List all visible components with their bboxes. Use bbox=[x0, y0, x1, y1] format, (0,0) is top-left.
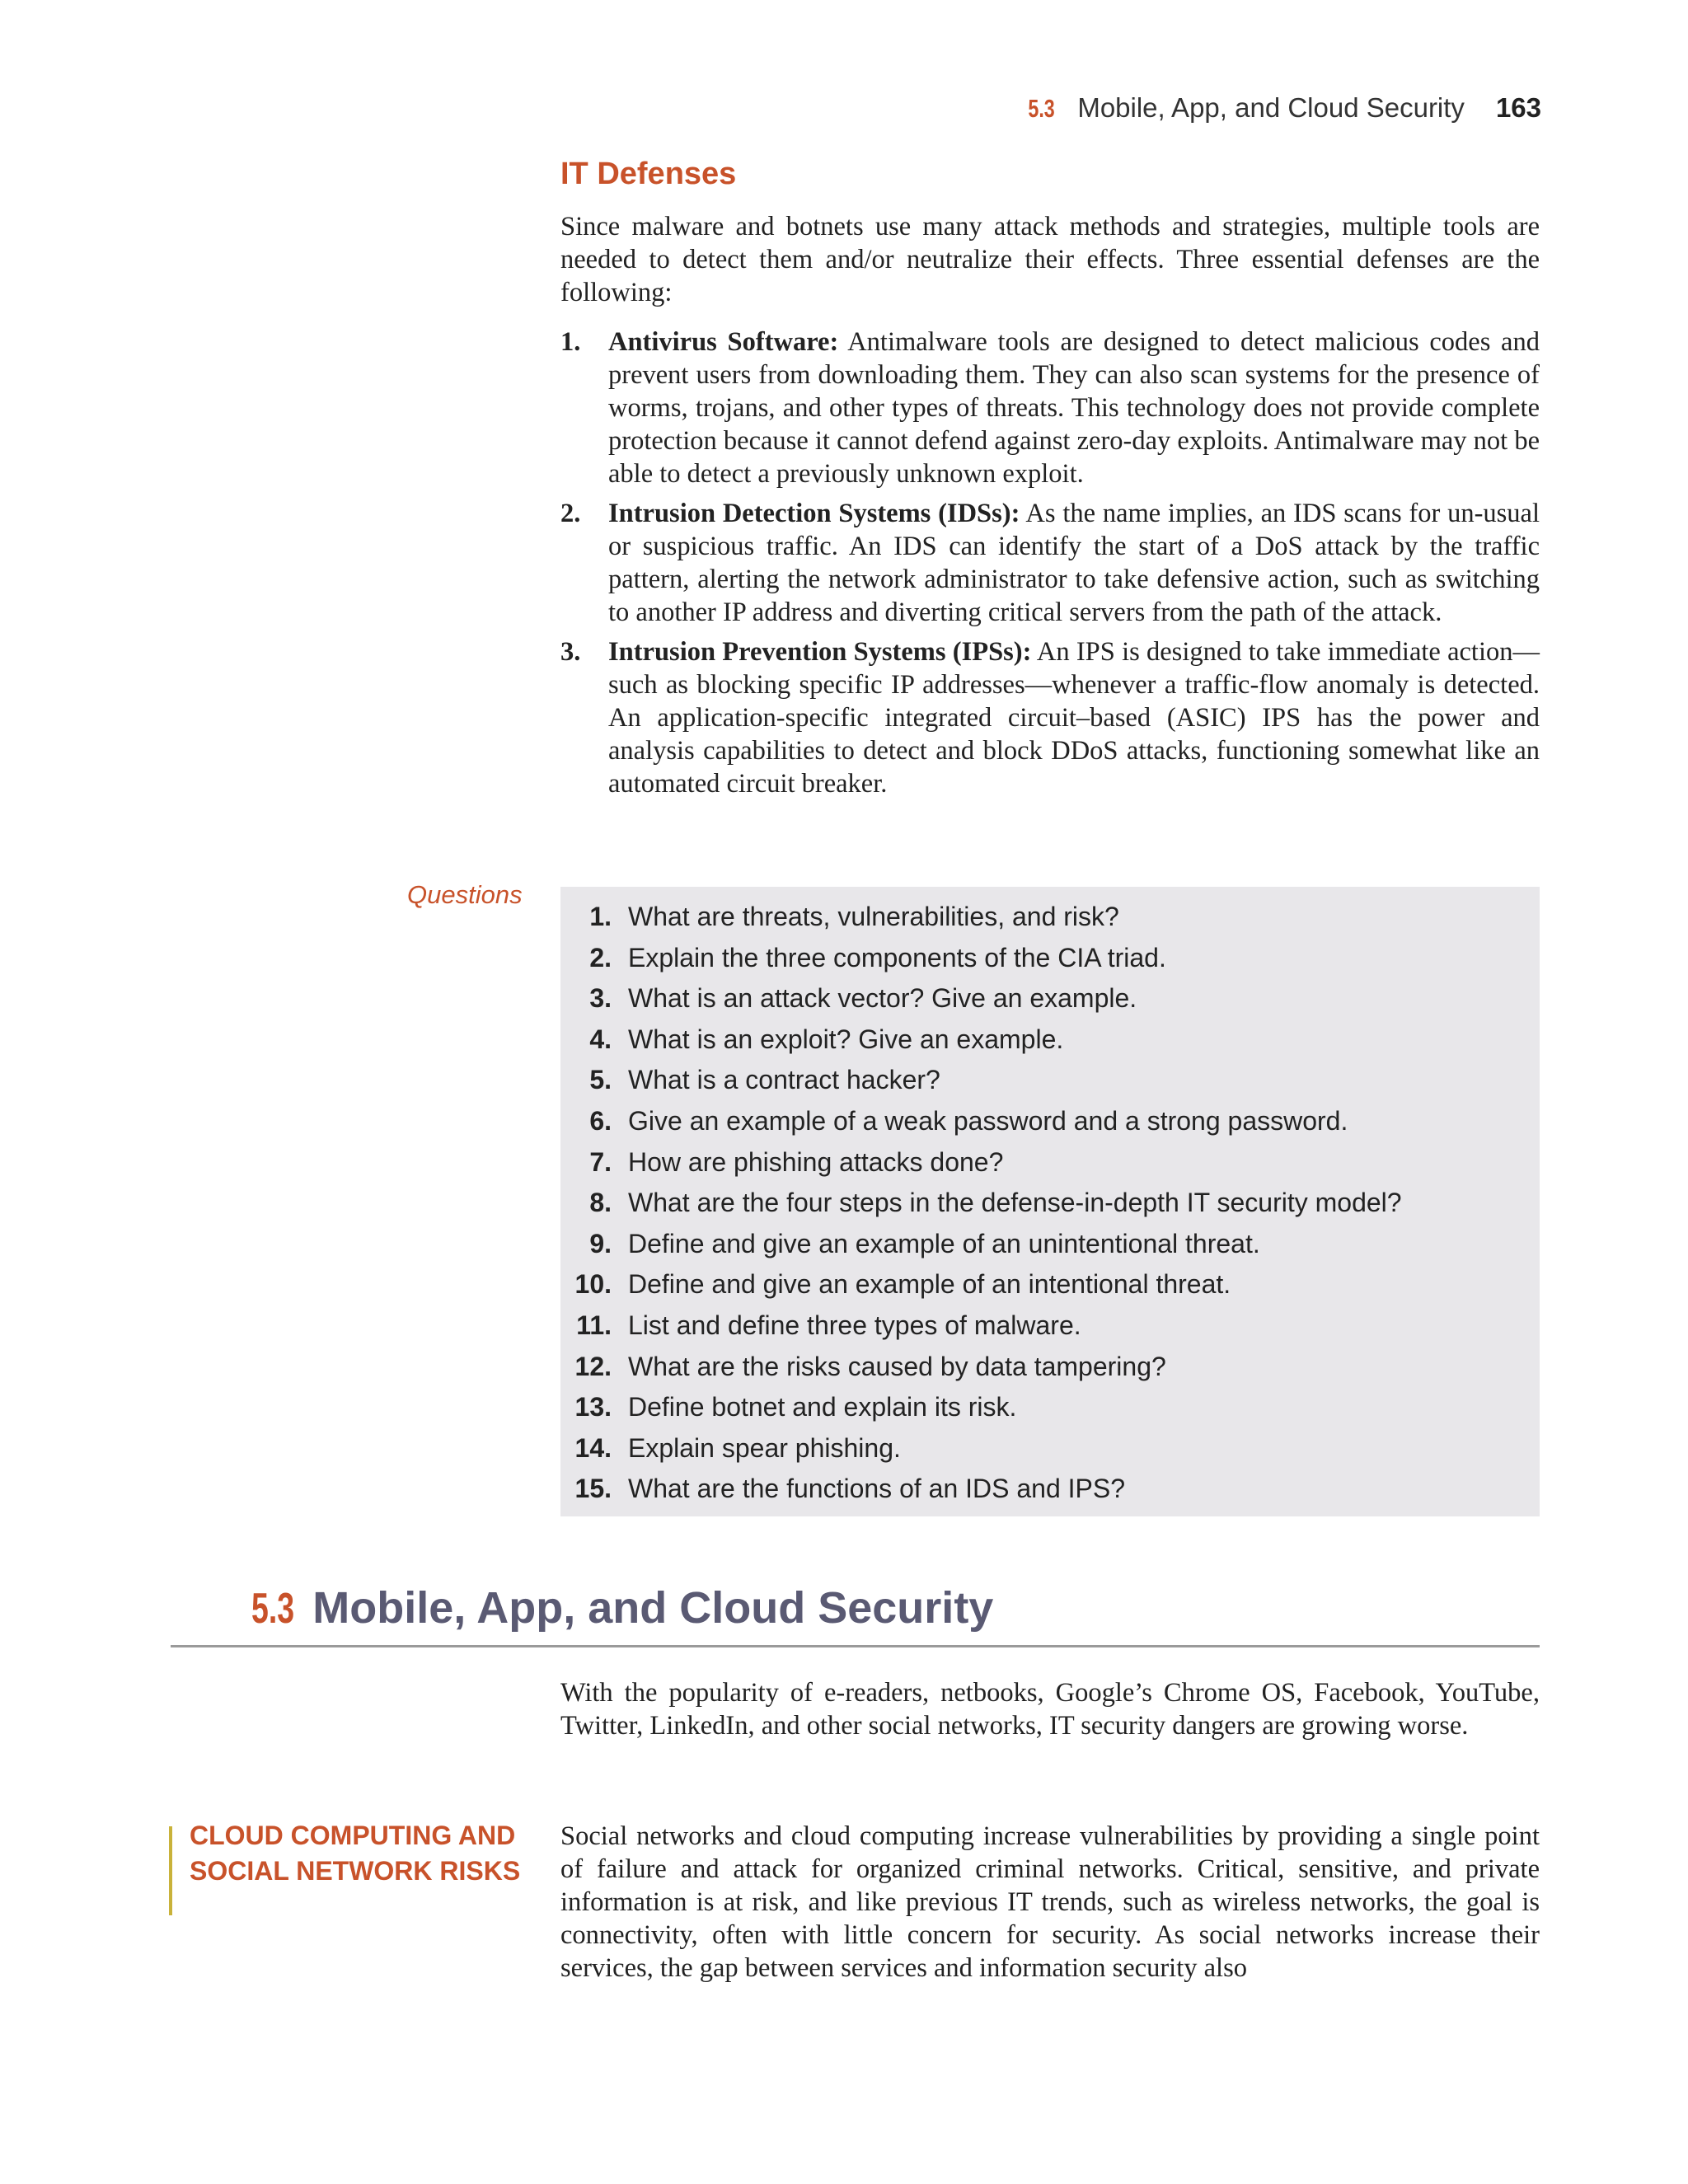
it-defenses-heading: IT Defenses bbox=[560, 157, 737, 191]
question-text: Give an example of a weak password and a strong password. bbox=[628, 1105, 1348, 1136]
defenses-list bbox=[560, 326, 1540, 807]
running-header-section-number: 5.3 bbox=[1028, 94, 1055, 123]
question-number: 12. bbox=[574, 1351, 612, 1381]
defense-item bbox=[560, 497, 1540, 629]
question-text: What is an attack vector? Give an example. bbox=[628, 983, 1137, 1014]
section-title: Mobile, App, and Cloud Security bbox=[312, 1583, 994, 1633]
defense-item-text: Antimalware tools are designed to detect malicious codes and prevent users from downloading them. They can also scan systems for the presence of worms, trojans, and other types of threats. This technology does not provide complete protection because it cannot defend against zero-day exploits. Antimalware may not be able to detect a previously unknown exploit. bbox=[608, 327, 1540, 489]
defense-item bbox=[560, 326, 1540, 490]
section-heading bbox=[251, 1582, 993, 1633]
section-rule bbox=[171, 1645, 1540, 1647]
section-paragraph-2: Social networks and cloud computing increase vulnerabilities by providing a single point of failure and attack for organized criminal networks. Critical, sensitive, and private information is at risk, and like previous IT trends, such as wireless networks, the goal is connectivity, often with little concern for security. As social networks increase their services, the gap between services and information security also bbox=[560, 1821, 1540, 1983]
section-paragraph-1: With the popularity of e-readers, netbooks, Google’s Chrome OS, Facebook, YouTube, Twitter, LinkedIn, and other social networks, IT security dangers are growing worse. bbox=[560, 1678, 1540, 1741]
question-number: 5. bbox=[589, 1065, 612, 1095]
question-text: How are phishing attacks done? bbox=[628, 1146, 1004, 1177]
question-item bbox=[560, 1019, 1540, 1061]
question-item bbox=[560, 1264, 1540, 1305]
question-item bbox=[560, 1060, 1540, 1101]
question-number: 1. bbox=[589, 902, 612, 931]
question-text: Define botnet and explain its risk. bbox=[628, 1392, 1017, 1422]
running-header-section-title: Mobile, App, and Cloud Security bbox=[1077, 92, 1465, 123]
question-number: 15. bbox=[574, 1474, 612, 1504]
question-text: List and define three types of malware. bbox=[628, 1310, 1081, 1340]
sidebar-accent-bar bbox=[169, 1826, 172, 1915]
question-item bbox=[560, 1101, 1540, 1142]
question-item bbox=[560, 897, 1540, 938]
defense-item bbox=[560, 635, 1540, 800]
question-text: What are the functions of an IDS and IPS? bbox=[628, 1474, 1126, 1504]
question-item bbox=[560, 978, 1540, 1019]
question-text: What is a contract hacker? bbox=[628, 1065, 940, 1095]
question-text: Explain the three components of the CIA triad. bbox=[628, 942, 1166, 972]
question-number: 11. bbox=[576, 1310, 612, 1340]
question-item bbox=[560, 1347, 1540, 1388]
sidebar-heading: CLOUD COMPUTING AND SOCIAL NETWORK RISKS bbox=[190, 1821, 521, 1886]
section-number: 5.3 bbox=[251, 1585, 295, 1633]
question-number: 10. bbox=[574, 1269, 612, 1300]
question-text: What are the four steps in the defense-in-depth IT security model? bbox=[628, 1188, 1402, 1218]
defense-item-term: Intrusion Detection Systems (IDSs): bbox=[608, 499, 1020, 528]
defense-item-text: An IPS is designed to take immediate action—such as blocking specific IP addresses—whenever a traffic-flow anomaly is detected. An application-specific integrated circuit–based (ASIC) IPS has the power and analysis capabilities to detect and block DDoS attacks, functioning somewhat like an automated circuit breaker. bbox=[608, 637, 1540, 799]
question-text: What are the risks caused by data tampering? bbox=[628, 1351, 1166, 1381]
question-number: 6. bbox=[589, 1105, 612, 1136]
question-item bbox=[560, 1387, 1540, 1428]
defense-item-text: As the name implies, an IDS scans for un-usual or suspicious traffic. An IDS can identify the start of a DoS attack by the traffic pattern, alerting the network administrator to take defensive action, such as switching to another IP address and diverting critical servers from the path of the attack. bbox=[608, 499, 1540, 627]
question-item bbox=[560, 1142, 1540, 1183]
question-item bbox=[560, 1469, 1540, 1510]
question-number: 7. bbox=[589, 1146, 612, 1177]
page-number: 163 bbox=[1495, 92, 1541, 123]
it-defenses-intro: Since malware and botnets use many attack methods and strategies, multiple tools are needed to detect them and/or neutralize their effects. Three essential defenses are the following: bbox=[560, 212, 1540, 307]
defense-item-number: 3. bbox=[560, 637, 581, 667]
running-header bbox=[1024, 92, 1541, 138]
question-text: Define and give an example of an intentional threat. bbox=[628, 1269, 1231, 1300]
question-item bbox=[560, 1305, 1540, 1347]
question-item bbox=[560, 1183, 1540, 1224]
question-text: Define and give an example of an unintentional threat. bbox=[628, 1228, 1260, 1258]
question-number: 2. bbox=[589, 942, 612, 972]
defense-item-term: Antivirus Software: bbox=[608, 327, 839, 357]
question-number: 14. bbox=[574, 1432, 612, 1463]
question-text: What is an exploit? Give an example. bbox=[628, 1024, 1064, 1054]
question-text: Explain spear phishing. bbox=[628, 1432, 901, 1463]
questions-label: Questions bbox=[407, 880, 523, 909]
question-number: 9. bbox=[589, 1228, 612, 1258]
defense-item-term: Intrusion Prevention Systems (IPSs): bbox=[608, 637, 1032, 667]
question-number: 8. bbox=[589, 1188, 612, 1218]
question-item bbox=[560, 938, 1540, 979]
question-text: What are threats, vulnerabilities, and risk? bbox=[628, 902, 1119, 931]
question-number: 4. bbox=[589, 1024, 612, 1054]
question-item bbox=[560, 1428, 1540, 1469]
defense-item-number: 2. bbox=[560, 499, 581, 528]
question-number: 3. bbox=[589, 983, 612, 1014]
questions-list bbox=[560, 897, 1540, 1510]
question-number: 13. bbox=[574, 1392, 612, 1422]
question-item bbox=[560, 1224, 1540, 1265]
defense-item-number: 1. bbox=[560, 327, 581, 357]
